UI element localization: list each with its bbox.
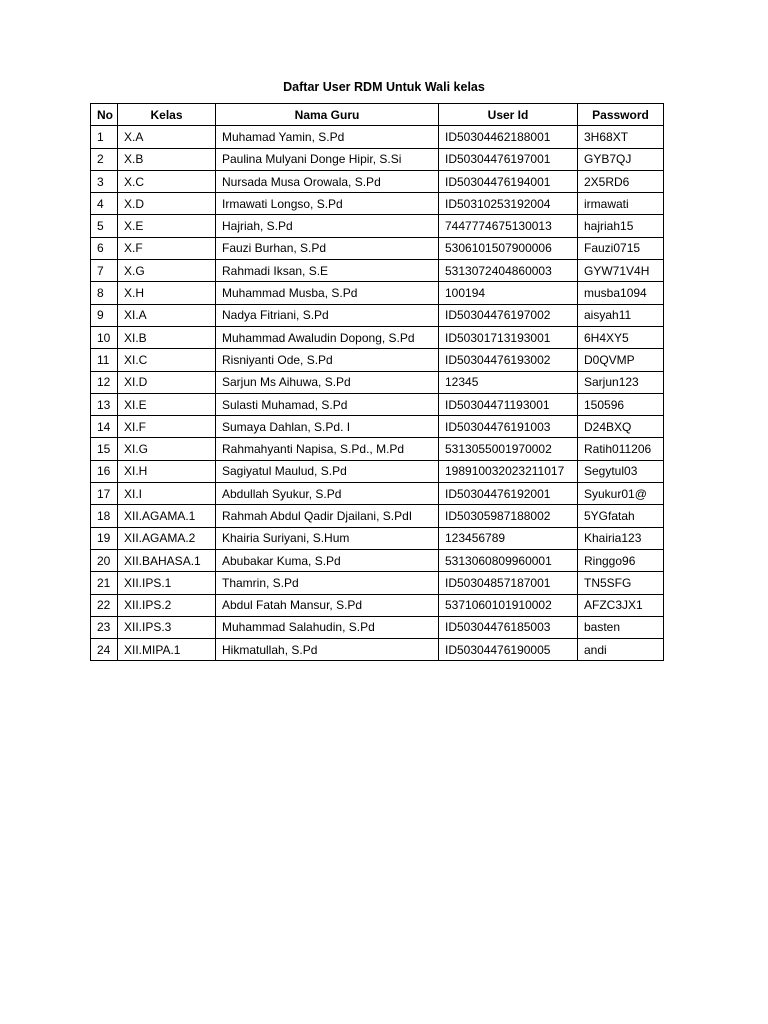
cell-password: Khairia123 — [578, 527, 664, 549]
cell-password: Fauzi0715 — [578, 237, 664, 259]
cell-user-id: 5306101507900006 — [439, 237, 578, 259]
cell-no: 24 — [91, 639, 118, 661]
cell-kelas: X.F — [118, 237, 216, 259]
table-body — [91, 126, 664, 661]
cell-kelas: X.G — [118, 260, 216, 282]
cell-no: 10 — [91, 326, 118, 348]
cell-kelas: XI.C — [118, 349, 216, 371]
table-row — [91, 505, 664, 527]
cell-kelas: X.E — [118, 215, 216, 237]
cell-password: 6H4XY5 — [578, 326, 664, 348]
table-row — [91, 572, 664, 594]
table-header-row — [91, 104, 664, 126]
cell-password: 150596 — [578, 393, 664, 415]
cell-nama-guru: Sumaya Dahlan, S.Pd. I — [216, 416, 439, 438]
cell-nama-guru: Muhammad Salahudin, S.Pd — [216, 616, 439, 638]
cell-no: 16 — [91, 460, 118, 482]
table-row — [91, 416, 664, 438]
table-row — [91, 215, 664, 237]
cell-kelas: XII.AGAMA.1 — [118, 505, 216, 527]
cell-nama-guru: Paulina Mulyani Donge Hipir, S.Si — [216, 148, 439, 170]
table-row — [91, 460, 664, 482]
cell-nama-guru: Hajriah, S.Pd — [216, 215, 439, 237]
cell-nama-guru: Thamrin, S.Pd — [216, 572, 439, 594]
cell-nama-guru: Hikmatullah, S.Pd — [216, 639, 439, 661]
cell-user-id: ID50304462188001 — [439, 126, 578, 148]
cell-nama-guru: Nadya Fitriani, S.Pd — [216, 304, 439, 326]
cell-kelas: X.D — [118, 193, 216, 215]
cell-no: 4 — [91, 193, 118, 215]
cell-no: 23 — [91, 616, 118, 638]
cell-user-id: 5313060809960001 — [439, 549, 578, 571]
header-user-id: User Id — [439, 104, 578, 126]
cell-user-id: ID50304476197001 — [439, 148, 578, 170]
cell-user-id: 123456789 — [439, 527, 578, 549]
cell-no: 6 — [91, 237, 118, 259]
cell-password: D24BXQ — [578, 416, 664, 438]
cell-nama-guru: Abdullah Syukur, S.Pd — [216, 483, 439, 505]
cell-password: Ringgo96 — [578, 549, 664, 571]
cell-no: 14 — [91, 416, 118, 438]
table-row — [91, 549, 664, 571]
cell-password: aisyah11 — [578, 304, 664, 326]
cell-user-id: 5371060101910002 — [439, 594, 578, 616]
header-no: No — [91, 104, 118, 126]
header-nama-guru: Nama Guru — [216, 104, 439, 126]
page-title: Daftar User RDM Untuk Wali kelas — [283, 80, 485, 94]
cell-user-id: 5313072404860003 — [439, 260, 578, 282]
cell-password: TN5SFG — [578, 572, 664, 594]
cell-no: 18 — [91, 505, 118, 527]
cell-nama-guru: Irmawati Longso, S.Pd — [216, 193, 439, 215]
cell-no: 17 — [91, 483, 118, 505]
cell-user-id: 5313055001970002 — [439, 438, 578, 460]
cell-nama-guru: Muhammad Awaludin Dopong, S.Pd — [216, 326, 439, 348]
cell-password: irmawati — [578, 193, 664, 215]
cell-password: D0QVMP — [578, 349, 664, 371]
cell-user-id: ID50305987188002 — [439, 505, 578, 527]
cell-kelas: XI.A — [118, 304, 216, 326]
cell-password: Ratih011206 — [578, 438, 664, 460]
cell-no: 13 — [91, 393, 118, 415]
cell-password: Segytul03 — [578, 460, 664, 482]
cell-nama-guru: Sarjun Ms Aihuwa, S.Pd — [216, 371, 439, 393]
cell-password: Syukur01@ — [578, 483, 664, 505]
cell-nama-guru: Rahmah Abdul Qadir Djailani, S.PdI — [216, 505, 439, 527]
cell-no: 12 — [91, 371, 118, 393]
cell-kelas: XII.MIPA.1 — [118, 639, 216, 661]
cell-nama-guru: Muhamad Yamin, S.Pd — [216, 126, 439, 148]
cell-user-id: ID50304476192001 — [439, 483, 578, 505]
cell-user-id: ID50304476191003 — [439, 416, 578, 438]
table-row — [91, 304, 664, 326]
cell-password: 2X5RD6 — [578, 170, 664, 192]
cell-kelas: XI.H — [118, 460, 216, 482]
cell-user-id: ID50304476193002 — [439, 349, 578, 371]
cell-user-id: ID50304476194001 — [439, 170, 578, 192]
cell-password: hajriah15 — [578, 215, 664, 237]
cell-nama-guru: Abubakar Kuma, S.Pd — [216, 549, 439, 571]
table-row — [91, 527, 664, 549]
cell-nama-guru: Muhammad Musba, S.Pd — [216, 282, 439, 304]
table-row — [91, 639, 664, 661]
cell-nama-guru: Khairia Suriyani, S.Hum — [216, 527, 439, 549]
cell-user-id: ID50304857187001 — [439, 572, 578, 594]
cell-user-id: ID50304476185003 — [439, 616, 578, 638]
cell-kelas: XII.IPS.2 — [118, 594, 216, 616]
cell-password: 5YGfatah — [578, 505, 664, 527]
cell-kelas: XI.G — [118, 438, 216, 460]
cell-kelas: XII.IPS.3 — [118, 616, 216, 638]
cell-nama-guru: Fauzi Burhan, S.Pd — [216, 237, 439, 259]
table-row — [91, 438, 664, 460]
cell-kelas: X.H — [118, 282, 216, 304]
cell-user-id: ID50304471193001 — [439, 393, 578, 415]
cell-kelas: X.C — [118, 170, 216, 192]
cell-kelas: X.A — [118, 126, 216, 148]
table-row — [91, 594, 664, 616]
cell-no: 7 — [91, 260, 118, 282]
cell-kelas: X.B — [118, 148, 216, 170]
cell-kelas: XI.E — [118, 393, 216, 415]
cell-nama-guru: Sulasti Muhamad, S.Pd — [216, 393, 439, 415]
cell-password: GYB7QJ — [578, 148, 664, 170]
user-table — [90, 103, 664, 661]
cell-nama-guru: Risniyanti Ode, S.Pd — [216, 349, 439, 371]
cell-password: musba1094 — [578, 282, 664, 304]
cell-no: 11 — [91, 349, 118, 371]
cell-no: 8 — [91, 282, 118, 304]
cell-user-id: 100194 — [439, 282, 578, 304]
cell-no: 20 — [91, 549, 118, 571]
table-row — [91, 170, 664, 192]
cell-password: AFZC3JX1 — [578, 594, 664, 616]
cell-no: 21 — [91, 572, 118, 594]
cell-nama-guru: Abdul Fatah Mansur, S.Pd — [216, 594, 439, 616]
cell-no: 9 — [91, 304, 118, 326]
cell-password: basten — [578, 616, 664, 638]
cell-kelas: XI.B — [118, 326, 216, 348]
cell-no: 22 — [91, 594, 118, 616]
cell-kelas: XII.IPS.1 — [118, 572, 216, 594]
cell-nama-guru: Nursada Musa Orowala, S.Pd — [216, 170, 439, 192]
cell-user-id: ID50310253192004 — [439, 193, 578, 215]
cell-nama-guru: Sagiyatul Maulud, S.Pd — [216, 460, 439, 482]
cell-password: 3H68XT — [578, 126, 664, 148]
cell-user-id: ID50304476190005 — [439, 639, 578, 661]
cell-nama-guru: Rahmadi Iksan, S.E — [216, 260, 439, 282]
table-row — [91, 237, 664, 259]
cell-kelas: XI.I — [118, 483, 216, 505]
cell-user-id: 198910032023211017 — [439, 460, 578, 482]
table-row — [91, 148, 664, 170]
cell-no: 2 — [91, 148, 118, 170]
table-row — [91, 260, 664, 282]
table-row — [91, 393, 664, 415]
header-password: Password — [578, 104, 664, 126]
cell-password: GYW71V4H — [578, 260, 664, 282]
cell-no: 19 — [91, 527, 118, 549]
table-row — [91, 349, 664, 371]
table-row — [91, 483, 664, 505]
cell-user-id: ID50304476197002 — [439, 304, 578, 326]
table-row — [91, 126, 664, 148]
cell-password: andi — [578, 639, 664, 661]
cell-no: 15 — [91, 438, 118, 460]
table-row — [91, 193, 664, 215]
cell-kelas: XII.AGAMA.2 — [118, 527, 216, 549]
cell-no: 3 — [91, 170, 118, 192]
cell-kelas: XII.BAHASA.1 — [118, 549, 216, 571]
cell-user-id: 12345 — [439, 371, 578, 393]
cell-user-id: 7447774675130013 — [439, 215, 578, 237]
cell-kelas: XI.F — [118, 416, 216, 438]
header-kelas: Kelas — [118, 104, 216, 126]
table-row — [91, 326, 664, 348]
cell-user-id: ID50301713193001 — [439, 326, 578, 348]
cell-no: 5 — [91, 215, 118, 237]
table-row — [91, 371, 664, 393]
table-row — [91, 616, 664, 638]
table-row — [91, 282, 664, 304]
cell-kelas: XI.D — [118, 371, 216, 393]
cell-password: Sarjun123 — [578, 371, 664, 393]
cell-no: 1 — [91, 126, 118, 148]
cell-nama-guru: Rahmahyanti Napisa, S.Pd., M.Pd — [216, 438, 439, 460]
